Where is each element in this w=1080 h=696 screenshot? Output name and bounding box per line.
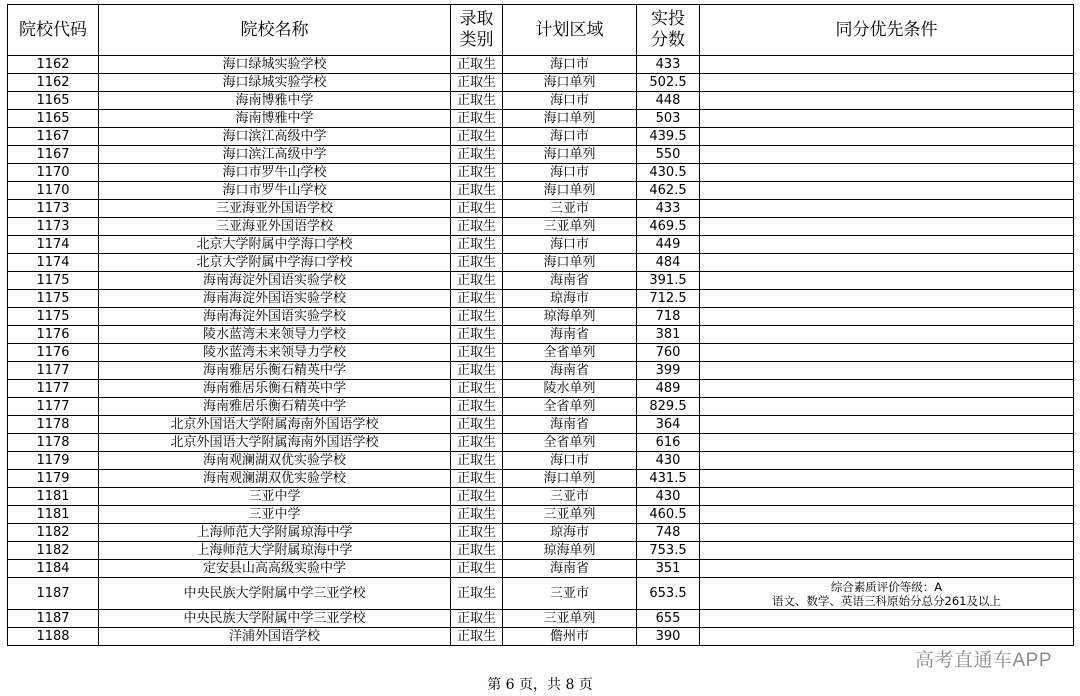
cell-admission-category: 正取生 [451, 254, 503, 272]
table-row [8, 488, 1074, 506]
cell-score: 462.5 [637, 182, 700, 200]
cell-plan-region: 全省单列 [503, 398, 637, 416]
cell-tie-break-condition [700, 628, 1074, 646]
cell-school-code: 1177 [8, 380, 99, 398]
cell-score: 448 [637, 92, 700, 110]
table-body [8, 56, 1074, 646]
cell-plan-region: 全省单列 [503, 434, 637, 452]
cell-school-code: 1173 [8, 218, 99, 236]
cell-admission-category: 正取生 [451, 628, 503, 646]
cell-tie-break-condition [700, 398, 1074, 416]
cell-score: 616 [637, 434, 700, 452]
cell-plan-region: 海口单列 [503, 74, 637, 92]
cell-tie-break-condition [700, 308, 1074, 326]
cell-school-code: 1173 [8, 200, 99, 218]
header-score-line1: 实投 [651, 9, 685, 29]
table-row [8, 560, 1074, 578]
table-row [8, 416, 1074, 434]
cell-tie-break-condition [700, 254, 1074, 272]
table-row [8, 92, 1074, 110]
cell-admission-category: 正取生 [451, 488, 503, 506]
cell-tie-break-condition [700, 470, 1074, 488]
cell-school-name: 海南观澜湖双优实验学校 [99, 470, 451, 488]
table-row [8, 74, 1074, 92]
cell-school-code: 1177 [8, 398, 99, 416]
cell-score: 430 [637, 452, 700, 470]
cell-score: 433 [637, 200, 700, 218]
cell-score: 430.5 [637, 164, 700, 182]
table-row [8, 434, 1074, 452]
table-row [8, 578, 1074, 610]
cell-tie-break-condition [700, 272, 1074, 290]
cell-admission-category: 正取生 [451, 398, 503, 416]
table-row [8, 200, 1074, 218]
cell-tie-break-condition [700, 578, 1074, 610]
table-row [8, 628, 1074, 646]
cell-school-code: 1187 [8, 610, 99, 628]
cell-score: 449 [637, 236, 700, 254]
cell-admission-category: 正取生 [451, 146, 503, 164]
cell-school-name: 海口滨江高级中学 [99, 128, 451, 146]
cell-admission-category: 正取生 [451, 452, 503, 470]
table-row [8, 524, 1074, 542]
cell-score: 502.5 [637, 74, 700, 92]
cell-school-code: 1167 [8, 128, 99, 146]
cell-admission-category: 正取生 [451, 560, 503, 578]
table-row [8, 164, 1074, 182]
cell-plan-region: 海口单列 [503, 182, 637, 200]
cell-score: 489 [637, 380, 700, 398]
cell-tie-break-condition [700, 380, 1074, 398]
header-score-line2: 分数 [651, 30, 685, 50]
cell-score: 748 [637, 524, 700, 542]
cell-plan-region: 海口单列 [503, 470, 637, 488]
cell-admission-category: 正取生 [451, 362, 503, 380]
cell-admission-category: 正取生 [451, 218, 503, 236]
cell-score: 718 [637, 308, 700, 326]
table-row [8, 542, 1074, 560]
cell-plan-region: 海口市 [503, 236, 637, 254]
cell-tie-break-condition [700, 326, 1074, 344]
cell-admission-category: 正取生 [451, 578, 503, 610]
cell-admission-category: 正取生 [451, 128, 503, 146]
cell-plan-region: 儋州市 [503, 628, 637, 646]
table-row [8, 344, 1074, 362]
cell-plan-region: 全省单列 [503, 344, 637, 362]
cell-plan-region: 海南省 [503, 272, 637, 290]
cell-score: 391.5 [637, 272, 700, 290]
cell-plan-region: 三亚单列 [503, 610, 637, 628]
cell-score: 439.5 [637, 128, 700, 146]
table-row [8, 146, 1074, 164]
cell-score: 829.5 [637, 398, 700, 416]
cell-school-code: 1176 [8, 326, 99, 344]
cell-school-code: 1178 [8, 416, 99, 434]
table-row [8, 128, 1074, 146]
cell-tie-break-condition [700, 524, 1074, 542]
cell-tie-break-condition [700, 128, 1074, 146]
cell-school-code: 1179 [8, 452, 99, 470]
table-row [8, 506, 1074, 524]
cell-admission-category: 正取生 [451, 610, 503, 628]
cell-admission-category: 正取生 [451, 434, 503, 452]
cell-tie-break-condition [700, 146, 1074, 164]
cell-school-name: 海南观澜湖双优实验学校 [99, 452, 451, 470]
cell-school-name: 海南博雅中学 [99, 92, 451, 110]
cell-plan-region: 琼海单列 [503, 308, 637, 326]
table-row [8, 56, 1074, 74]
cell-score: 712.5 [637, 290, 700, 308]
cell-school-name: 海南海淀外国语实验学校 [99, 290, 451, 308]
table-row [8, 290, 1074, 308]
cell-tie-break-condition [700, 434, 1074, 452]
cell-school-code: 1170 [8, 182, 99, 200]
cell-plan-region: 海口市 [503, 92, 637, 110]
cell-admission-category: 正取生 [451, 92, 503, 110]
cell-admission-category: 正取生 [451, 344, 503, 362]
cell-score: 364 [637, 416, 700, 434]
cell-school-code: 1181 [8, 506, 99, 524]
cell-school-code: 1181 [8, 488, 99, 506]
cell-plan-region: 三亚市 [503, 200, 637, 218]
table-row [8, 218, 1074, 236]
cell-school-code: 1187 [8, 578, 99, 610]
table-row [8, 470, 1074, 488]
header-tie-break-condition: 同分优先条件 [700, 5, 1074, 56]
cell-admission-category: 正取生 [451, 110, 503, 128]
header-school-code: 院校代码 [8, 5, 99, 56]
table-row [8, 272, 1074, 290]
cell-tie-break-condition [700, 488, 1074, 506]
cell-plan-region: 海南省 [503, 326, 637, 344]
cell-school-code: 1182 [8, 542, 99, 560]
header-school-name: 院校名称 [99, 5, 451, 56]
cell-school-code: 1179 [8, 470, 99, 488]
cell-score: 431.5 [637, 470, 700, 488]
cell-tie-break-condition [700, 362, 1074, 380]
cell-admission-category: 正取生 [451, 290, 503, 308]
cell-school-name: 中央民族大学附属中学三亚学校 [99, 610, 451, 628]
cell-school-code: 1167 [8, 146, 99, 164]
table-row [8, 182, 1074, 200]
table-row [8, 362, 1074, 380]
cell-score: 399 [637, 362, 700, 380]
cell-tie-break-condition [700, 74, 1074, 92]
cell-school-name: 海南博雅中学 [99, 110, 451, 128]
cell-school-name: 海南雅居乐衡石精英中学 [99, 398, 451, 416]
cell-tie-break-condition [700, 92, 1074, 110]
cell-plan-region: 海南省 [503, 560, 637, 578]
cell-school-name: 海南海淀外国语实验学校 [99, 272, 451, 290]
cell-school-name: 上海师范大学附属琼海中学 [99, 524, 451, 542]
cell-plan-region: 琼海单列 [503, 542, 637, 560]
cell-tie-break-condition [700, 344, 1074, 362]
cell-school-code: 1162 [8, 74, 99, 92]
cell-plan-region: 三亚市 [503, 578, 637, 610]
cell-school-code: 1165 [8, 110, 99, 128]
cell-score: 430 [637, 488, 700, 506]
table-row [8, 236, 1074, 254]
cell-admission-category: 正取生 [451, 182, 503, 200]
cell-score: 655 [637, 610, 700, 628]
cell-school-code: 1176 [8, 344, 99, 362]
cell-admission-category: 正取生 [451, 470, 503, 488]
condition-line: 综合素质评价等级：A [830, 579, 943, 594]
cell-plan-region: 海南省 [503, 416, 637, 434]
cell-tie-break-condition [700, 236, 1074, 254]
table-row [8, 398, 1074, 416]
cell-score: 753.5 [637, 542, 700, 560]
cell-tie-break-condition [700, 290, 1074, 308]
cell-plan-region: 琼海市 [503, 290, 637, 308]
cell-school-name: 三亚中学 [99, 506, 451, 524]
cell-school-code: 1182 [8, 524, 99, 542]
header-plan-region: 计划区域 [503, 5, 637, 56]
cell-admission-category: 正取生 [451, 380, 503, 398]
cell-tie-break-condition [700, 610, 1074, 628]
cell-school-name: 海口市罗牛山学校 [99, 164, 451, 182]
table-row [8, 110, 1074, 128]
cell-plan-region: 陵水单列 [503, 380, 637, 398]
cell-tie-break-condition [700, 56, 1074, 74]
page-number: 第 6 页，共 8 页 [487, 677, 593, 693]
cell-school-name: 三亚海亚外国语学校 [99, 218, 451, 236]
table-row [8, 254, 1074, 272]
cell-admission-category: 正取生 [451, 326, 503, 344]
cell-plan-region: 海口单列 [503, 110, 637, 128]
header-score [637, 5, 700, 56]
table-row [8, 326, 1074, 344]
cell-tie-break-condition [700, 542, 1074, 560]
cell-plan-region: 琼海市 [503, 524, 637, 542]
cell-school-name: 海南雅居乐衡石精英中学 [99, 380, 451, 398]
cell-school-name: 陵水蓝湾未来领导力学校 [99, 344, 451, 362]
cell-plan-region: 海口市 [503, 164, 637, 182]
cell-school-name: 北京大学附属中学海口学校 [99, 254, 451, 272]
cell-school-code: 1165 [8, 92, 99, 110]
cell-tie-break-condition [700, 200, 1074, 218]
watermark-text: 高考直通车APP [914, 650, 1052, 671]
cell-plan-region: 海口市 [503, 452, 637, 470]
cell-school-name: 海南雅居乐衡石精英中学 [99, 362, 451, 380]
table-row [8, 452, 1074, 470]
cell-admission-category: 正取生 [451, 200, 503, 218]
cell-school-name: 洋浦外国语学校 [99, 628, 451, 646]
cell-school-name: 陵水蓝湾未来领导力学校 [99, 326, 451, 344]
cell-school-name: 定安县山高高级实验中学 [99, 560, 451, 578]
cell-school-name: 海口绿城实验学校 [99, 74, 451, 92]
cell-score: 469.5 [637, 218, 700, 236]
cell-school-code: 1175 [8, 272, 99, 290]
cell-school-name: 海口绿城实验学校 [99, 56, 451, 74]
header-category-line1: 录取 [459, 9, 494, 29]
cell-tie-break-condition [700, 110, 1074, 128]
cell-school-code: 1175 [8, 308, 99, 326]
cell-school-code: 1188 [8, 628, 99, 646]
cell-school-code: 1177 [8, 362, 99, 380]
cell-school-code: 1174 [8, 254, 99, 272]
cell-tie-break-condition [700, 560, 1074, 578]
table-row [8, 380, 1074, 398]
table-header-row [8, 5, 1074, 56]
cell-school-code: 1170 [8, 164, 99, 182]
table-row [8, 308, 1074, 326]
table-row [8, 610, 1074, 628]
cell-school-name: 海南海淀外国语实验学校 [99, 308, 451, 326]
cell-admission-category: 正取生 [451, 236, 503, 254]
cell-score: 433 [637, 56, 700, 74]
cell-school-name: 三亚海亚外国语学校 [99, 200, 451, 218]
cell-school-name: 海口滨江高级中学 [99, 146, 451, 164]
cell-score: 390 [637, 628, 700, 646]
cell-plan-region: 海口单列 [503, 254, 637, 272]
cell-school-code: 1175 [8, 290, 99, 308]
cell-plan-region: 三亚单列 [503, 218, 637, 236]
cell-score: 503 [637, 110, 700, 128]
cell-tie-break-condition [700, 218, 1074, 236]
cell-plan-region: 海口市 [503, 128, 637, 146]
cell-score: 653.5 [637, 578, 700, 610]
cell-school-name: 中央民族大学附属中学三亚学校 [99, 578, 451, 610]
cell-school-name: 北京大学附属中学海口学校 [99, 236, 451, 254]
cell-tie-break-condition [700, 452, 1074, 470]
cell-school-name: 上海师范大学附属琼海中学 [99, 542, 451, 560]
cell-score: 760 [637, 344, 700, 362]
cell-admission-category: 正取生 [451, 308, 503, 326]
cell-plan-region: 海口单列 [503, 146, 637, 164]
cell-school-name: 海口市罗牛山学校 [99, 182, 451, 200]
cell-admission-category: 正取生 [451, 56, 503, 74]
cell-plan-region: 三亚市 [503, 488, 637, 506]
cell-school-code: 1174 [8, 236, 99, 254]
cell-school-name: 北京外国语大学附属海南外国语学校 [99, 434, 451, 452]
cell-tie-break-condition [700, 506, 1074, 524]
cell-school-name: 北京外国语大学附属海南外国语学校 [99, 416, 451, 434]
cell-tie-break-condition [700, 164, 1074, 182]
cell-admission-category: 正取生 [451, 524, 503, 542]
condition-line: 语文、数学、英语三科原始分总分261及以上 [772, 593, 1001, 608]
cell-admission-category: 正取生 [451, 272, 503, 290]
cell-school-name: 三亚中学 [99, 488, 451, 506]
cell-admission-category: 正取生 [451, 164, 503, 182]
cell-plan-region: 海口市 [503, 56, 637, 74]
cell-score: 460.5 [637, 506, 700, 524]
cell-score: 550 [637, 146, 700, 164]
cell-score: 381 [637, 326, 700, 344]
cell-plan-region: 三亚单列 [503, 506, 637, 524]
header-category-line2: 类别 [459, 30, 494, 50]
cell-school-code: 1184 [8, 560, 99, 578]
cell-tie-break-condition [700, 416, 1074, 434]
cell-admission-category: 正取生 [451, 74, 503, 92]
cell-school-code: 1162 [8, 56, 99, 74]
cell-admission-category: 正取生 [451, 506, 503, 524]
cell-score: 351 [637, 560, 700, 578]
admission-score-table [7, 4, 1074, 646]
cell-school-code: 1178 [8, 434, 99, 452]
cell-plan-region: 海南省 [503, 362, 637, 380]
cell-admission-category: 正取生 [451, 416, 503, 434]
cell-tie-break-condition [700, 182, 1074, 200]
header-admission-category [451, 5, 503, 56]
cell-score: 484 [637, 254, 700, 272]
cell-admission-category: 正取生 [451, 542, 503, 560]
